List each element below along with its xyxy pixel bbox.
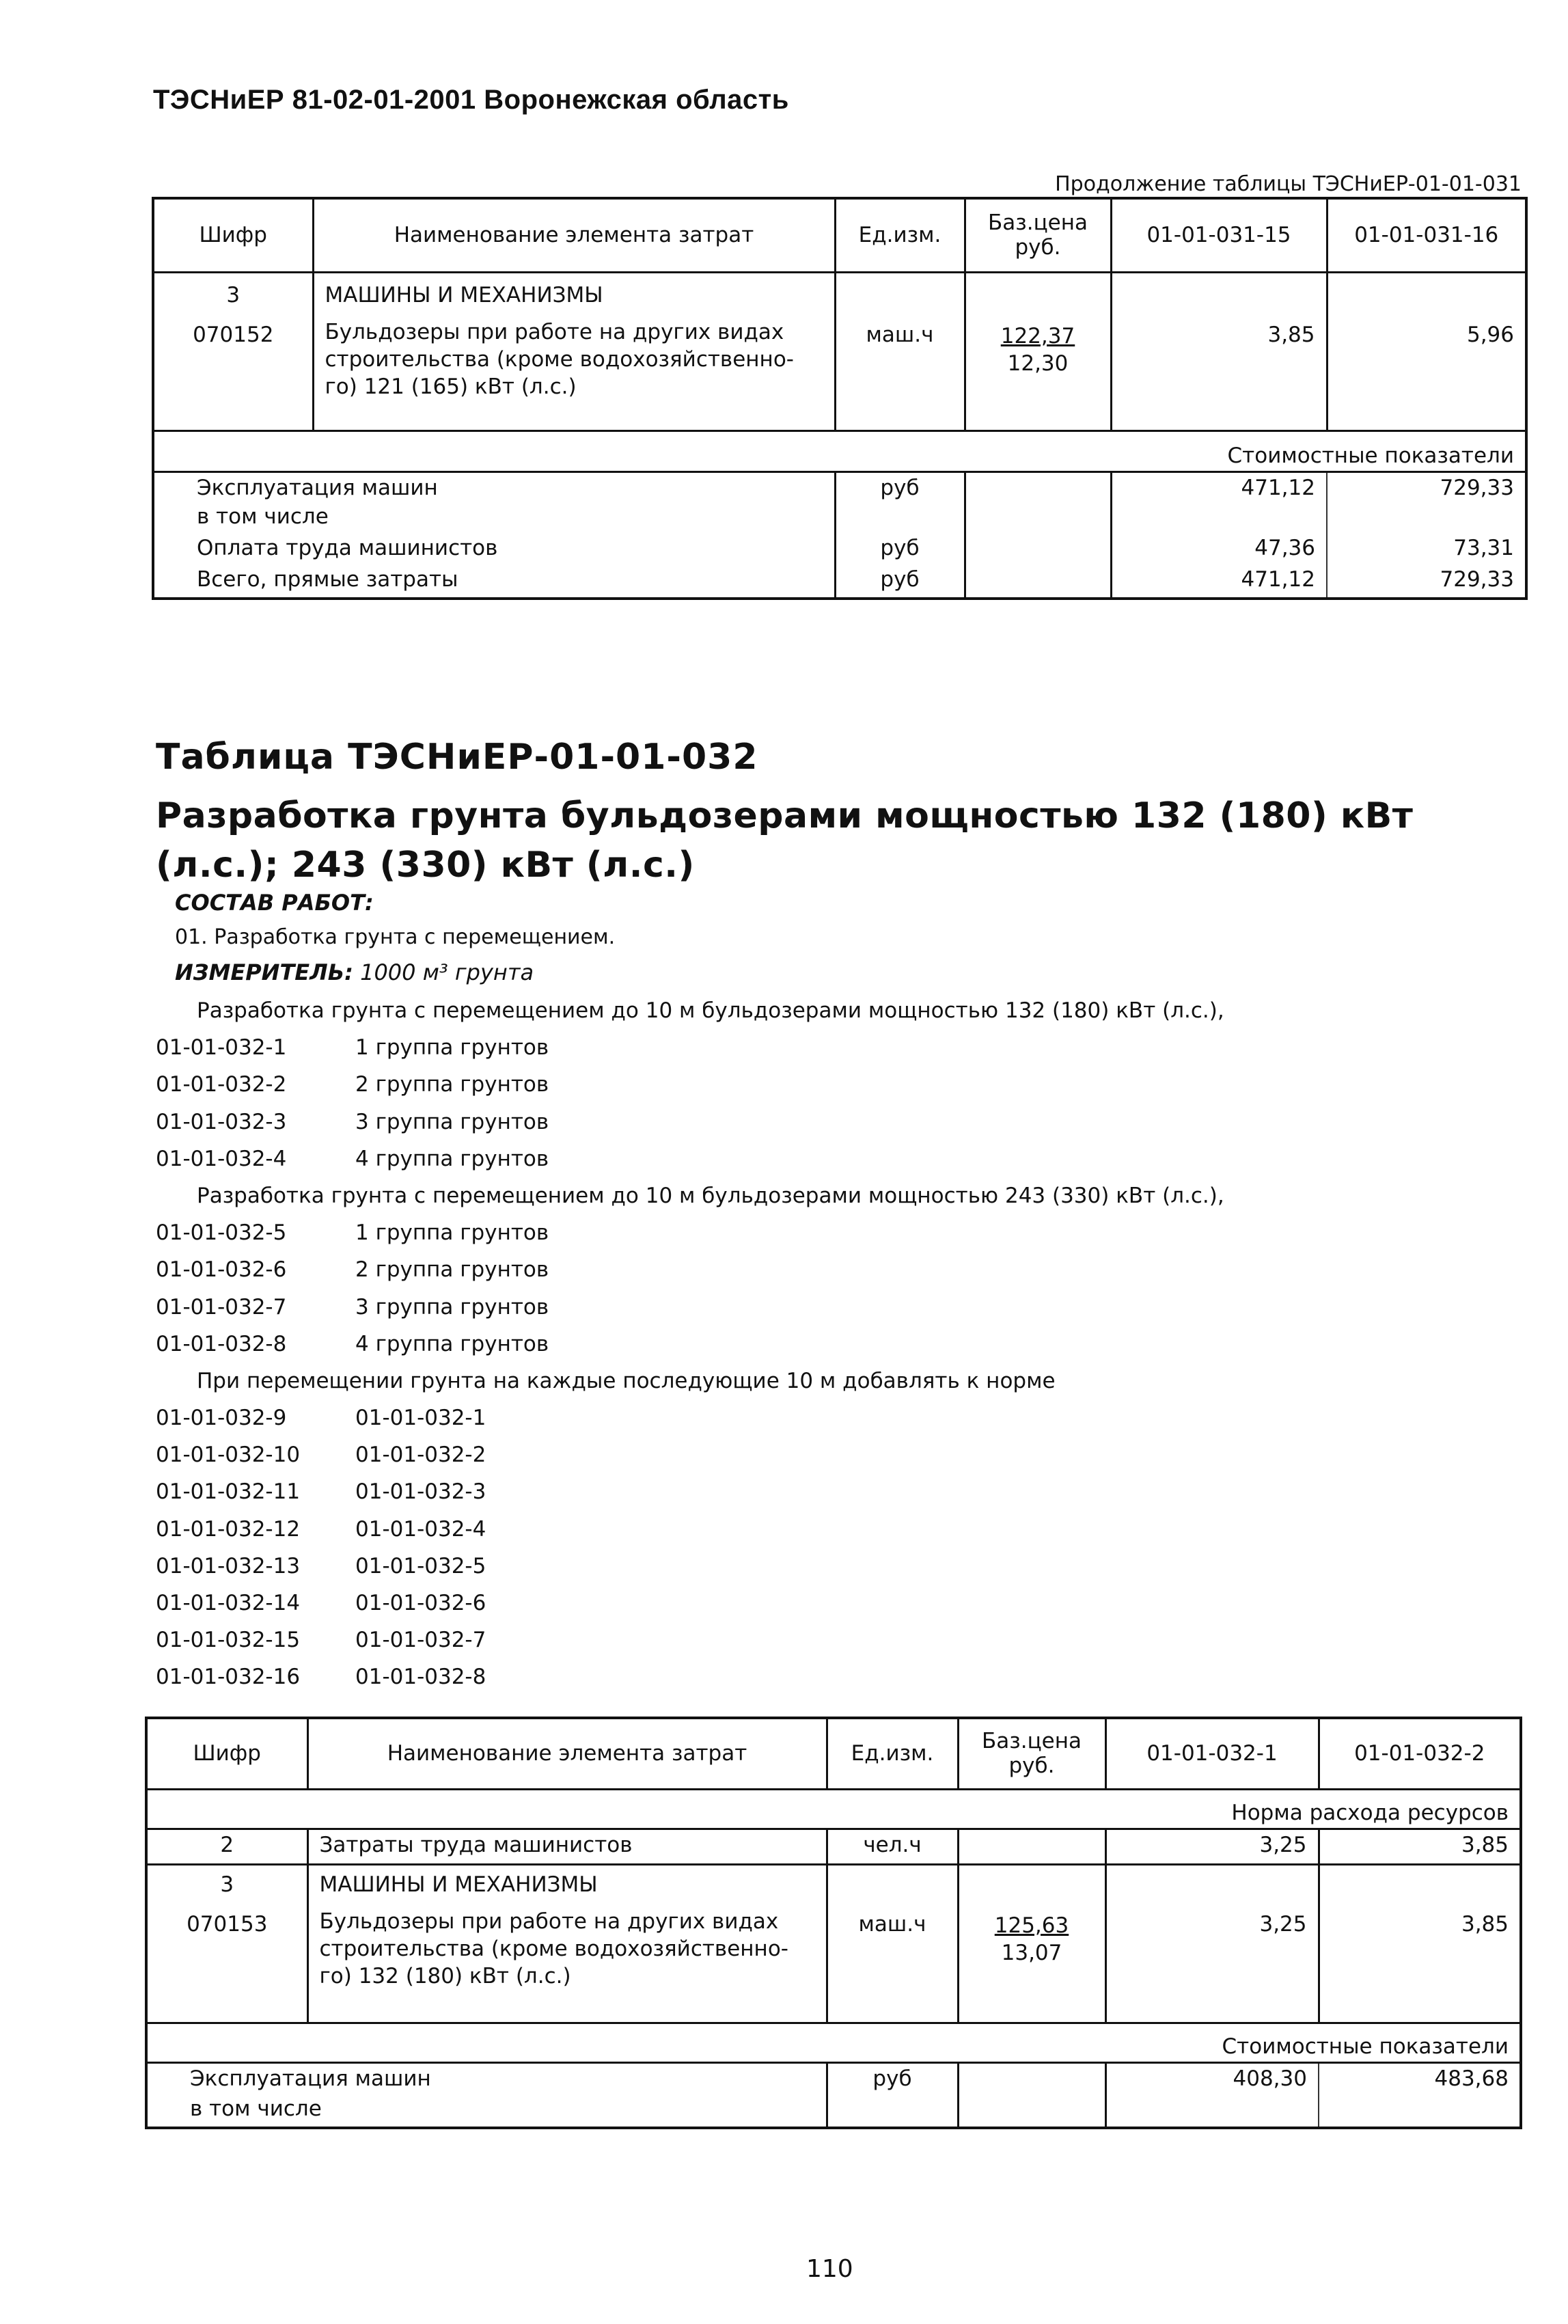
cost-row [153, 504, 1526, 536]
col-header-name: Наименование элемента затрат [307, 1718, 827, 1789]
norm-caption: Норма расхода ресурсов [1231, 1800, 1509, 1825]
cost-name: Всего, прямые затраты [197, 567, 458, 592]
cost-name: Оплата труда машинистов [197, 536, 498, 560]
section-code: 3 [146, 1864, 307, 1905]
resource-value-1: 3,25 [1105, 1905, 1319, 2023]
labor-name: Затраты труда машинистов [307, 1829, 827, 1864]
list-item: При перемещении грунта на каждые последующие 10 м добавлять к норме [197, 1368, 1056, 1393]
resource-unit: маш.ч [827, 1905, 958, 2023]
work-composition-label: СОСТАВ РАБОТ: [175, 890, 374, 916]
work-operation: 01. Разработка грунта с перемещением. [175, 925, 616, 949]
table-row [146, 1829, 1521, 1864]
col-header-price: Баз.цена руб. [958, 1718, 1105, 1789]
list-item: 01-01-032-6 2 группа грунтов [156, 1257, 549, 1283]
list-item: 01-01-032-10 01-01-032-2 [156, 1443, 486, 1468]
list-item: 01-01-032-1 1 группа грунтов [156, 1035, 549, 1061]
cost-unit: руб [827, 2062, 958, 2096]
cost-name: Эксплуатация машин [146, 2062, 827, 2096]
page-number: 110 [806, 2255, 853, 2283]
cost-value-2: 483,68 [1319, 2062, 1521, 2096]
section-code: 3 [226, 282, 240, 307]
cost-caption-row [153, 430, 1526, 471]
price-bottom: 13,07 [1001, 1941, 1062, 1965]
section-row [153, 272, 1526, 316]
col-header-unit: Ед.изм. [827, 1718, 958, 1789]
cost-name: в том числе [197, 504, 329, 529]
list-item: 01-01-032-9 01-01-032-1 [156, 1406, 486, 1431]
col-header-code: Шифр [153, 198, 313, 272]
cost-value-1: 408,30 [1105, 2062, 1319, 2096]
list-item: 01-01-032-5 1 группа грунтов [156, 1220, 549, 1246]
list-item: 01-01-032-15 01-01-032-7 [156, 1628, 486, 1653]
list-item: 01-01-032-13 01-01-032-5 [156, 1553, 486, 1578]
col-header-name: Наименование элемента затрат [313, 198, 835, 272]
list-item: 01-01-032-3 3 группа грунтов [156, 1109, 549, 1134]
cost-value-1: 47,36 [1111, 536, 1327, 567]
cost-row [146, 2062, 1521, 2096]
section-row [146, 1864, 1521, 1905]
cost-value-2: 73,31 [1327, 536, 1526, 567]
cost-caption: Стоимостные показатели [153, 430, 1526, 471]
cost-value-2: 729,33 [1327, 471, 1526, 504]
cost-name: Эксплуатация машин [153, 471, 835, 504]
list-item: 01-01-032-11 01-01-032-3 [156, 1479, 486, 1505]
resource-name: Бульдозеры при работе на других видах строительства (кроме водохозяйственно-го) 132 (180) кВт (л.с.) [307, 1905, 827, 2023]
list-item: 01-01-032-14 01-01-032-6 [156, 1591, 486, 1615]
resource-value-2: 5,96 [1327, 316, 1526, 430]
resource-price [958, 1905, 1105, 2023]
cost-caption-row [146, 2023, 1521, 2062]
list-item: 01-01-032-12 01-01-032-4 [156, 1516, 486, 1542]
table-row [146, 1905, 1521, 2023]
col-header-code: Шифр [146, 1718, 307, 1789]
table-header-row [146, 1718, 1521, 1789]
cost-unit: руб [835, 536, 965, 567]
labor-code: 2 [146, 1829, 307, 1864]
cost-caption: Стоимостные показатели [146, 2023, 1521, 2062]
cost-value-1: 471,12 [1111, 471, 1327, 504]
section-title: МАШИНЫ И МЕХАНИЗМЫ [313, 272, 835, 316]
cost-name: в том числе [190, 2096, 322, 2121]
cost-unit: руб [835, 567, 965, 599]
col-header-variant-2: 01-01-031-16 [1327, 198, 1526, 272]
norm-list [156, 992, 1224, 1696]
price-top: 122,37 [1000, 324, 1075, 348]
measure-value: 1000 м³ грунта [360, 959, 534, 985]
col-header-unit: Ед.изм. [835, 198, 965, 272]
col-header-price: Баз.цена руб. [965, 198, 1111, 272]
price-top: 125,63 [994, 1913, 1069, 1938]
list-item: Разработка грунта с перемещением до 10 м бульдозерами мощностью 243 (330) кВт (л.с.), [197, 1183, 1224, 1208]
cost-unit: руб [835, 471, 965, 504]
resource-code: 070152 [193, 323, 274, 347]
cost-value-1: 471,12 [1111, 567, 1327, 599]
labor-value-1: 3,25 [1105, 1829, 1319, 1864]
cost-row [153, 536, 1526, 567]
labor-value-2: 3,85 [1319, 1829, 1521, 1864]
resource-code: 070153 [187, 1912, 268, 1937]
list-item: 01-01-032-4 4 группа грунтов [156, 1146, 549, 1171]
section-title: МАШИНЫ И МЕХАНИЗМЫ [307, 1864, 827, 1905]
cost-row [146, 2096, 1521, 2128]
norm-caption-row [146, 1789, 1521, 1829]
list-item: 01-01-032-8 4 группа грунтов [156, 1331, 549, 1356]
cost-value-2: 729,33 [1327, 567, 1526, 599]
list-item: Разработка грунта с перемещением до 10 м бульдозерами мощностью 132 (180) кВт (л.с.), [197, 998, 1224, 1023]
col-header-variant-1: 01-01-031-15 [1111, 198, 1327, 272]
resource-name: Бульдозеры при работе на других видах строительства (кроме водохозяйственно-го) 121 (165) кВт (л.с.) [313, 316, 835, 430]
col-header-variant-1: 01-01-032-1 [1105, 1718, 1319, 1789]
cost-table-031 [152, 197, 1528, 600]
resource-unit: маш.ч [835, 316, 965, 430]
measure-line [175, 959, 534, 985]
page-header: ТЭСНиЕР 81-02-01-2001 Воронежская область [153, 85, 789, 115]
list-item: 01-01-032-2 2 группа грунтов [156, 1072, 549, 1097]
price-bottom: 12,30 [1007, 351, 1069, 376]
cost-row [153, 471, 1526, 504]
list-item: 01-01-032-7 3 группа грунтов [156, 1294, 549, 1320]
table-continuation-caption: Продолжение таблицы ТЭСНиЕР-01-01-031 [1055, 172, 1522, 196]
measure-label: ИЗМЕРИТЕЛЬ: [175, 959, 353, 985]
resource-value-2: 3,85 [1319, 1905, 1521, 2023]
cost-row [153, 567, 1526, 599]
table-header-row [153, 198, 1526, 272]
table-title: Таблица ТЭСНиЕР-01-01-032 [156, 737, 758, 778]
cost-table-032 [145, 1717, 1522, 2129]
resource-value-1: 3,85 [1111, 316, 1327, 430]
section-heading: Разработка грунта бульдозерами мощностью 132 (180) кВт (л.с.); 243 (330) кВт (л.с.) [156, 795, 1414, 886]
labor-unit: чел.ч [827, 1829, 958, 1864]
table-row [153, 316, 1526, 430]
list-item: 01-01-032-16 01-01-032-8 [156, 1665, 486, 1690]
resource-price [965, 316, 1111, 430]
col-header-variant-2: 01-01-032-2 [1319, 1718, 1521, 1789]
